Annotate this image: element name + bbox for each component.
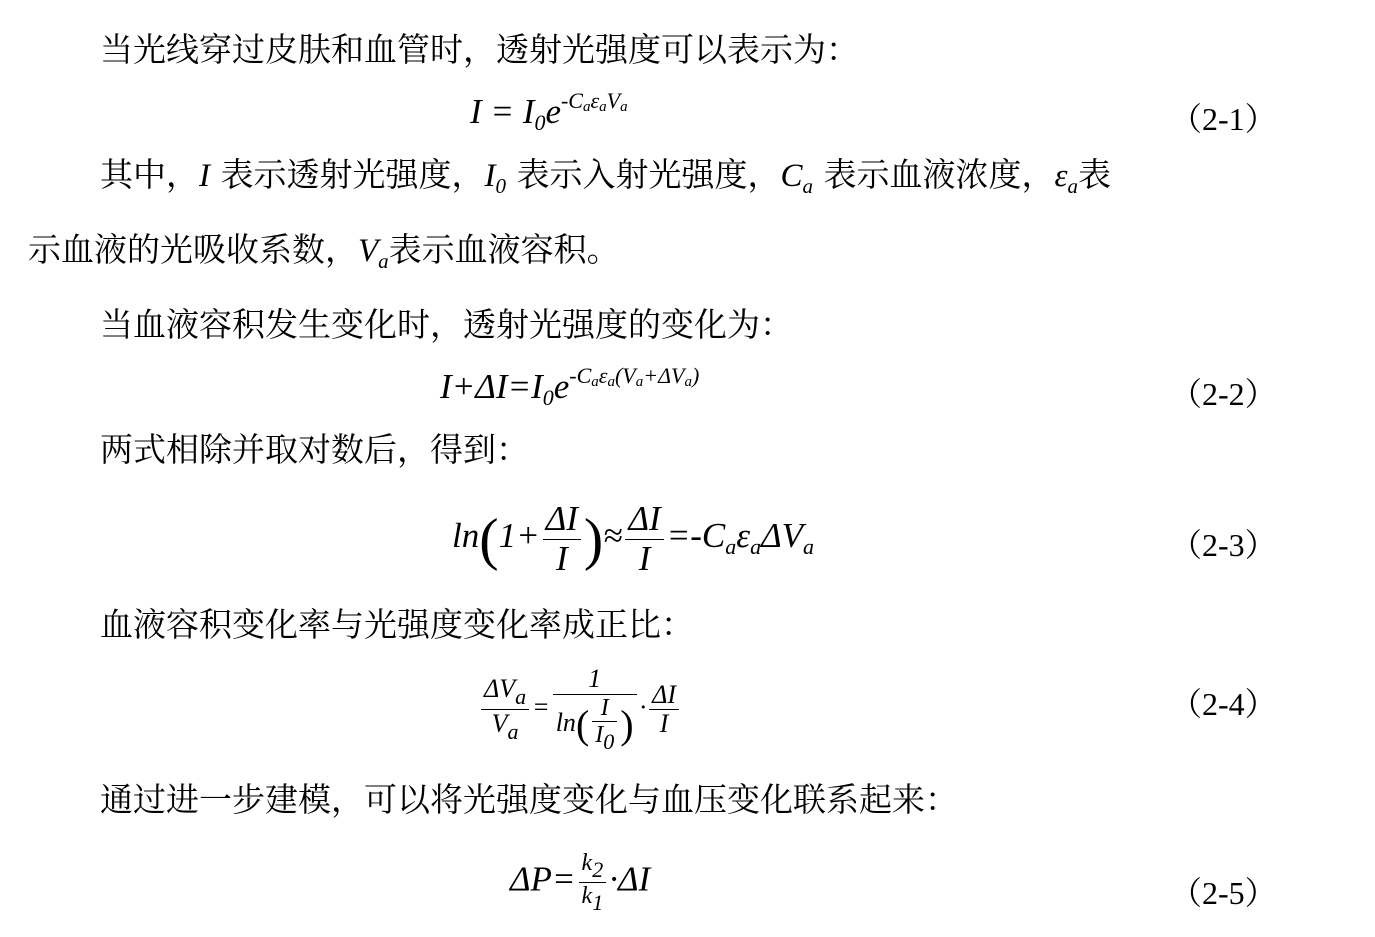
equation-number: （2-1） — [1170, 101, 1277, 137]
equation-number: （2-4） — [1170, 686, 1277, 722]
text: 表示入射光强度， — [506, 155, 781, 194]
paragraph-volume-change: 当血液容积发生变化时，透射光强度的变化为： — [100, 305, 793, 344]
var-Va: $V_a$ — [358, 233, 389, 273]
text: 表示透射光强度， — [210, 155, 485, 194]
fraction: $\frac{\Delta I}{I}$ — [625, 500, 663, 578]
formula-2-4: $\frac{\Delta V_a}{V_a}$ = 1 ln( $\frac{I}{I_0}$ ) · $\frac{\Delta I}{I}$ — [478, 665, 682, 754]
paragraph-proportional: 血液容积变化率与光强度变化率成正比： — [100, 605, 694, 644]
fraction: $\frac{\Delta I}{I}$ — [649, 681, 679, 739]
equation-2-4 — [0, 665, 1375, 760]
var-Ca: $C_a$ — [780, 158, 814, 198]
text: 其中， — [100, 155, 199, 194]
paragraph-intro: 当光线穿过皮肤和血管时，透射光强度可以表示为： — [100, 30, 859, 69]
equation-number: （2-3） — [1170, 527, 1277, 563]
equation-number: （2-5） — [1170, 875, 1277, 911]
formula-2-3: ln(1+ $\frac{\Delta I}{I}$ )≈ $\frac{\Delta I}{I}$ $=-C_a\varepsilon_a\Delta V_a$ — [452, 499, 814, 578]
text: 表示血液容积。 — [388, 230, 620, 269]
equation-number: （2-2） — [1170, 376, 1277, 412]
var-epsilon-a: $\varepsilon_a$ — [1054, 158, 1079, 198]
fraction: $\frac{I}{I_0}$ — [592, 695, 617, 755]
formula-2-1: $I = I_0e^{-C_a\varepsilon_aV_a}$ — [470, 88, 628, 135]
text: 表 — [1078, 155, 1112, 194]
fraction: $\frac{k_2}{k_1}$ — [579, 850, 607, 915]
paragraph-definitions-line2 — [28, 230, 620, 281]
fraction: $\frac{\Delta I}{I}$ — [543, 500, 581, 578]
formula-2-2: $I+\Delta I=I_0e^{-C_a\varepsilon_a(V_a+\Delta V_a)}$ — [440, 363, 700, 410]
fraction: 1 ln( $\frac{I}{I_0}$ ) — [553, 665, 637, 754]
paragraph-definitions-line1 — [100, 155, 1111, 206]
var-I0: $I_0$ — [484, 158, 506, 198]
var-I: I — [199, 158, 210, 194]
equation-2-3 — [0, 500, 1375, 580]
formula-2-5: ΔP= $\frac{k_2}{k_1}$ ·ΔI — [510, 850, 651, 916]
text: 示血液的光吸收系数， — [28, 230, 358, 269]
equation-2-5 — [0, 850, 1375, 930]
fraction: $\frac{\Delta V_a}{V_a}$ — [481, 675, 529, 744]
paragraph-log: 两式相除并取对数后，得到： — [100, 430, 529, 469]
paragraph-modeling: 通过进一步建模，可以将光强度变化与血压变化联系起来： — [100, 780, 958, 819]
text: 表示血液浓度， — [813, 155, 1055, 194]
